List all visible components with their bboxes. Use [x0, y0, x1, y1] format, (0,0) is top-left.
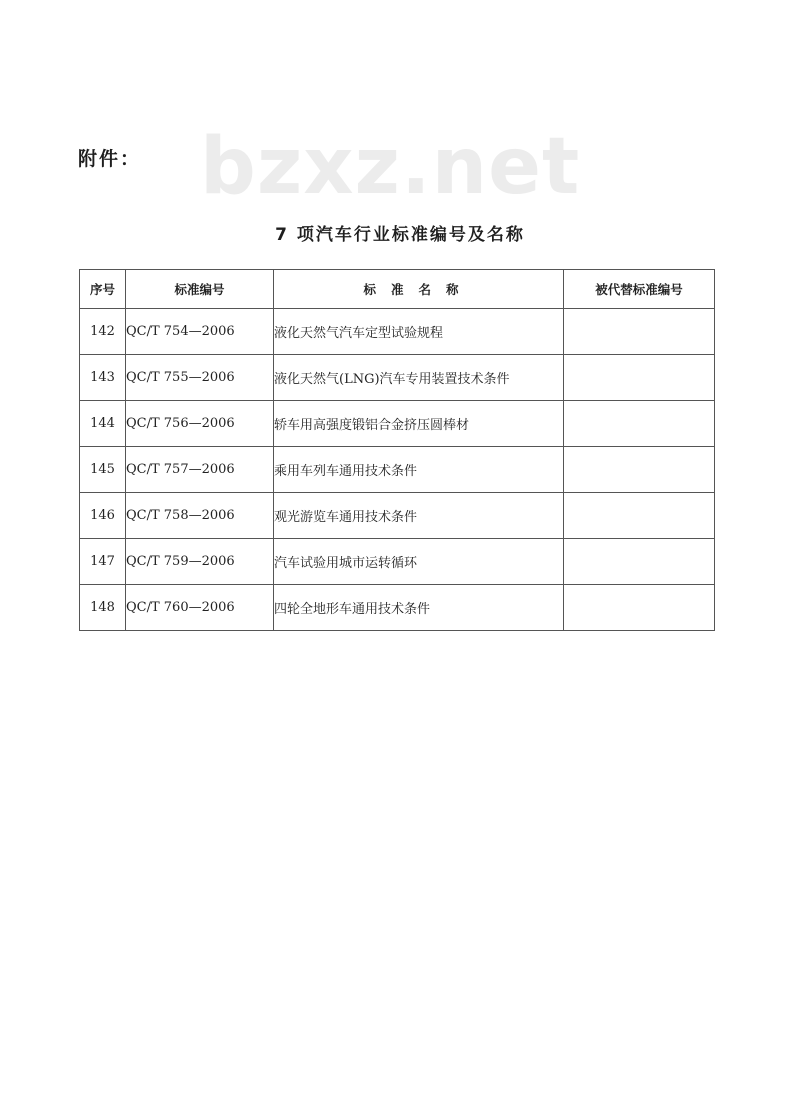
cell-seq: 144	[80, 401, 126, 447]
cell-seq: 148	[80, 585, 126, 631]
cell-replaced	[564, 447, 715, 493]
header-name-text: 标准名称	[363, 282, 474, 297]
cell-name: 汽车试验用城市运转循环	[274, 539, 564, 585]
header-seq: 序号	[80, 270, 126, 309]
cell-code: QC/T 756—2006	[126, 401, 274, 447]
header-name	[274, 270, 564, 309]
table-row	[80, 539, 715, 585]
cell-name: 液化天然气(LNG)汽车专用装置技术条件	[274, 355, 564, 401]
cell-seq: 146	[80, 493, 126, 539]
cell-seq: 147	[80, 539, 126, 585]
table-row	[80, 493, 715, 539]
table-row	[80, 401, 715, 447]
document-title: 7 项汽车行业标准编号及名称	[275, 225, 525, 245]
cell-name: 液化天然气汽车定型试验规程	[274, 309, 564, 355]
table-header-row	[80, 270, 715, 309]
cell-seq: 145	[80, 447, 126, 493]
watermark: bzxz.net	[200, 122, 581, 212]
cell-code: QC/T 757—2006	[126, 447, 274, 493]
cell-replaced	[564, 309, 715, 355]
table-row	[80, 355, 715, 401]
cell-code: QC/T 754—2006	[126, 309, 274, 355]
standards-table	[79, 269, 715, 631]
cell-code: QC/T 758—2006	[126, 493, 274, 539]
cell-name: 乘用车列车通用技术条件	[274, 447, 564, 493]
table-row	[80, 585, 715, 631]
cell-replaced	[564, 401, 715, 447]
cell-replaced	[564, 355, 715, 401]
cell-name: 四轮全地形车通用技术条件	[274, 585, 564, 631]
cell-replaced	[564, 585, 715, 631]
table-row	[80, 447, 715, 493]
cell-code: QC/T 760—2006	[126, 585, 274, 631]
cell-name: 观光游览车通用技术条件	[274, 493, 564, 539]
cell-seq: 143	[80, 355, 126, 401]
cell-code: QC/T 755—2006	[126, 355, 274, 401]
cell-replaced	[564, 539, 715, 585]
cell-name: 轿车用高强度锻铝合金挤压圆棒材	[274, 401, 564, 447]
cell-replaced	[564, 493, 715, 539]
header-code: 标准编号	[126, 270, 274, 309]
cell-code: QC/T 759—2006	[126, 539, 274, 585]
cell-seq: 142	[80, 309, 126, 355]
table-row	[80, 309, 715, 355]
header-replaced: 被代替标准编号	[564, 270, 715, 309]
attachment-label: 附件：	[78, 148, 142, 170]
